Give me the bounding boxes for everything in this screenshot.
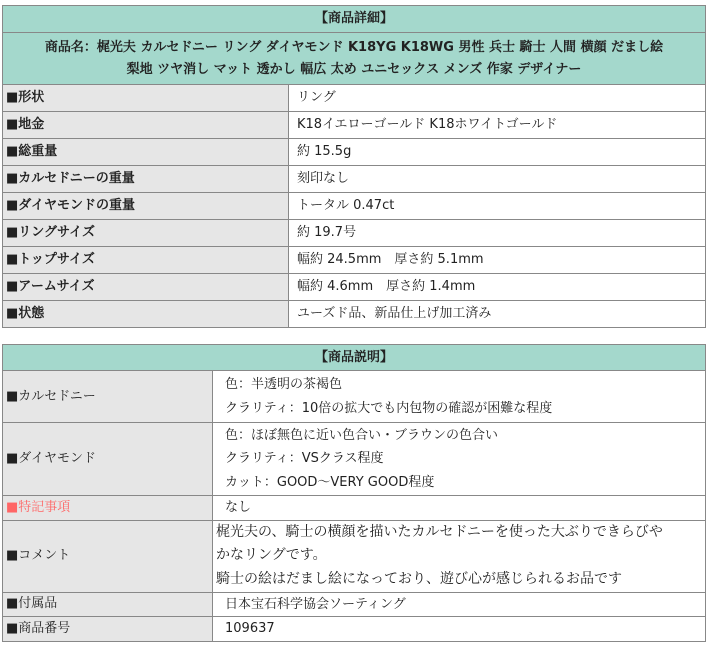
row-label-ring-size: ■リングサイズ xyxy=(3,220,289,247)
row-value-special-notes: なし xyxy=(213,496,706,521)
row-value-accessories: 日本宝石科学協会ソーティング xyxy=(213,592,706,617)
table-row xyxy=(3,85,706,112)
row-value-chalcedony-weight: 刻印なし xyxy=(289,166,706,193)
table-row xyxy=(3,112,706,139)
diamond-line-3: カット：GOOD～VERY GOOD程度 xyxy=(225,474,435,490)
row-value-diamond xyxy=(213,423,706,496)
table-row xyxy=(3,247,706,274)
details-header: 【商品詳細】 xyxy=(3,6,706,33)
row-label-condition: ■状態 xyxy=(3,301,289,328)
product-description-table xyxy=(2,344,706,642)
chalcedony-line-1: 色：半透明の茶褐色 xyxy=(225,377,343,392)
table-row xyxy=(3,274,706,301)
table-row xyxy=(3,592,706,617)
row-label-metal: ■地金 xyxy=(3,112,289,139)
row-value-item-number: 109637 xyxy=(213,617,706,642)
row-label-arm-size: ■アームサイズ xyxy=(3,274,289,301)
table-row xyxy=(3,220,706,247)
table-row xyxy=(3,496,706,521)
product-title-line-2: 梨地 ツヤ消し マット 透かし 幅広 太め ユニセックス メンズ 作家 デザイナー xyxy=(126,61,582,77)
row-value-arm-size: 幅約 4.6mm 厚さ約 1.4mm xyxy=(289,274,706,301)
description-header: 【商品説明】 xyxy=(3,345,706,371)
row-label-diamond-weight: ■ダイヤモンドの重量 xyxy=(3,193,289,220)
row-label-chalcedony-weight: ■カルセドニーの重量 xyxy=(3,166,289,193)
row-value-comment xyxy=(213,520,706,592)
row-value-diamond-weight: トータル 0.47ct xyxy=(289,193,706,220)
table-row xyxy=(3,520,706,592)
comment-line-2: かなリングです。 xyxy=(216,547,327,564)
row-label-total-weight: ■総重量 xyxy=(3,139,289,166)
row-label-shape: ■形状 xyxy=(3,85,289,112)
table-row xyxy=(3,371,706,423)
row-label-item-number: ■商品番号 xyxy=(3,617,213,642)
row-label-top-size: ■トップサイズ xyxy=(3,247,289,274)
table-row xyxy=(3,423,706,496)
row-label-comment: ■コメント xyxy=(3,520,213,592)
row-label-accessories: ■付属品 xyxy=(3,592,213,617)
row-label-chalcedony: ■カルセドニー xyxy=(3,371,213,423)
table-row xyxy=(3,166,706,193)
row-value-metal: K18イエローゴールド K18ホワイトゴールド xyxy=(289,112,706,139)
chalcedony-line-2: クラリティ：10倍の拡大でも内包物の確認が困難な程度 xyxy=(225,400,553,416)
table-row xyxy=(3,193,706,220)
product-details-table xyxy=(2,5,706,328)
row-label-diamond: ■ダイヤモンド xyxy=(3,423,213,496)
table-row xyxy=(3,617,706,642)
comment-line-3: 騎士の絵はだまし絵になっており、遊び心が感じられるお品です xyxy=(216,570,622,587)
row-value-condition: ユーズド品、新品仕上げ加工済み xyxy=(289,301,706,328)
row-value-top-size: 幅約 24.5mm 厚さ約 5.1mm xyxy=(289,247,706,274)
row-value-chalcedony xyxy=(213,371,706,423)
row-label-special-notes: ■特記事項 xyxy=(3,496,213,521)
diamond-line-1: 色：ほぼ無色に近い色合い・ブラウンの色合い xyxy=(225,427,499,443)
table-row xyxy=(3,139,706,166)
comment-line-1: 梶光夫の、騎士の横顔を描いたカルセドニーを使った大ぶりできらびや xyxy=(216,523,663,540)
diamond-line-2: クラリティ：VSクラス程度 xyxy=(225,451,384,467)
row-value-shape: リング xyxy=(289,85,706,112)
row-value-ring-size: 約 19.7号 xyxy=(289,220,706,247)
row-value-total-weight: 約 15.5g xyxy=(289,139,706,166)
product-title-line-1: 商品名：梶光夫 カルセドニー リング ダイヤモンド K18YG K18WG 男性 兵士 騎士 人間 横顔 だまし絵 xyxy=(44,39,664,55)
product-title xyxy=(3,33,706,85)
table-row xyxy=(3,301,706,328)
